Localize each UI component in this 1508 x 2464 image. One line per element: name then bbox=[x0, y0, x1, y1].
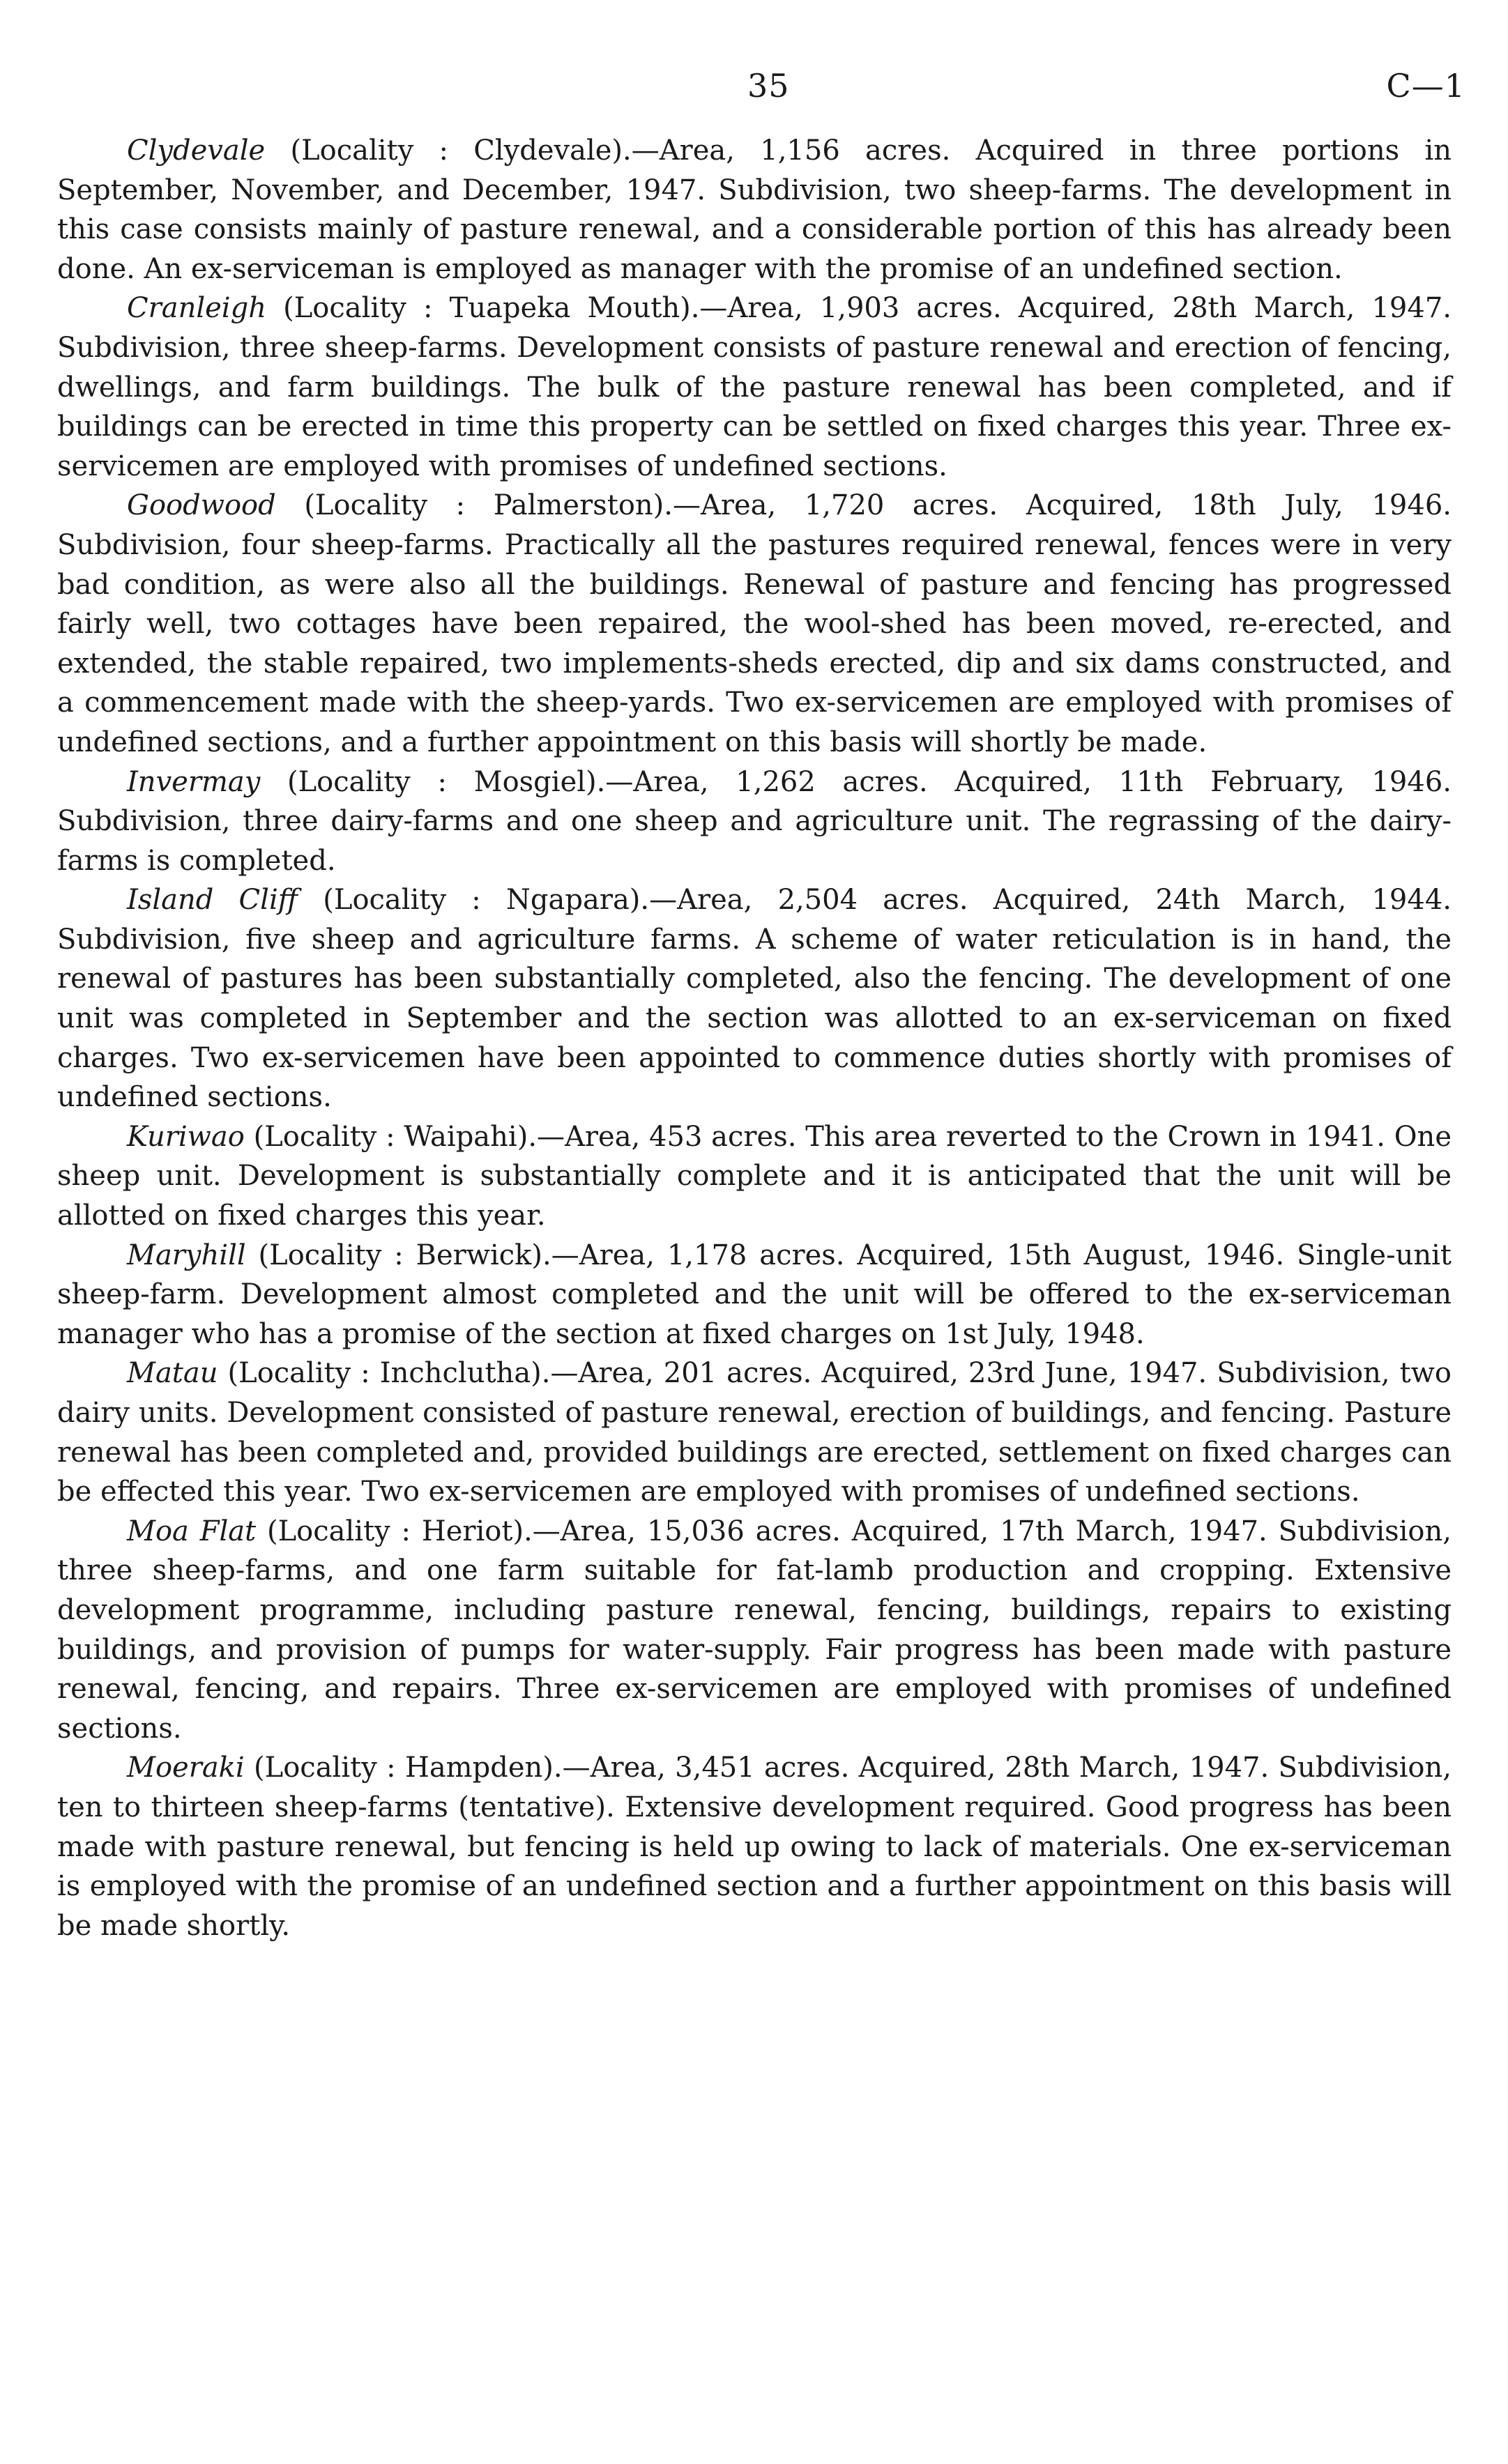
entry-text: (Locality : Heriot).—Area, 15,036 acres. Acquired, 17th March, 1947. Subdivision, three sheep-farms, and one farm suitable for fat-lamb production and cropping. Extensive development programme, including pasture renewal, fencing, buildings, repairs to existing buildings, and provision of pumps for water-supply. Fair progress has been made with pasture renewal, fencing, and repairs. Three ex-servicemen are employed with promises of undefined sections. bbox=[57, 1515, 1452, 1745]
entry-text: (Locality : Tuapeka Mouth).—Area, 1,903 acres. Acquired, 28th March, 1947. Subdivision, three sheep-farms. Development consists of pasture renewal and erection of fencing, dwellings, and farm buildings. The bulk of the pasture renewal has been completed, and if buildings can be erected in time this property can be settled on fixed charges this year. Three ex-servicemen are employed with promises of undefined sections. bbox=[57, 292, 1452, 482]
entry-name: Goodwood bbox=[127, 489, 276, 522]
entry-invermay bbox=[57, 763, 1452, 881]
entries-list bbox=[57, 131, 1452, 1945]
entry-text: (Locality : Waipahi).—Area, 453 acres. This area reverted to the Crown in 1941. One sheep unit. Development is substantially complete and it is anticipated that the unit will be allotted on fixed charges this year. bbox=[57, 1120, 1452, 1232]
entry-name: Invermay bbox=[127, 765, 261, 798]
entry-island-cliff bbox=[57, 880, 1452, 1117]
entry-name: Moa Flat bbox=[127, 1515, 257, 1547]
entry-text: (Locality : Ngapara).—Area, 2,504 acres. Acquired, 24th March, 1944. Subdivision, five sheep and agriculture farms. A scheme of water reticulation is in hand, the renewal of pastures has been substantially completed, also the fencing. The development of one unit was completed in September and the section was allotted to an ex-serviceman on fixed charges. Two ex-servicemen have been appointed to commence duties shortly with promises of undefined sections. bbox=[57, 884, 1452, 1114]
entry-moeraki bbox=[57, 1748, 1452, 1945]
entry-cranleigh bbox=[57, 289, 1452, 486]
entry-text: (Locality : Palmerston).—Area, 1,720 acres. Acquired, 18th July, 1946. Subdivision, four sheep-farms. Practically all the pastures required renewal, fences were in very bad condition, as were also all the buildings. Renewal of pasture and fencing has progressed fairly well, two cottages have been repaired, the wool-shed has been moved, re-erected, and extended, the stable repaired, two implements-sheds erected, dip and six dams constructed, and a commencement made with the sheep-yards. Two ex-servicemen are employed with promises of undefined sections, and a further appointment on this basis will shortly be made. bbox=[57, 489, 1452, 758]
document-page bbox=[57, 67, 1465, 1945]
page-number: 35 bbox=[747, 67, 790, 105]
entry-name: Moeraki bbox=[127, 1752, 245, 1784]
entry-text: (Locality : Berwick).—Area, 1,178 acres. Acquired, 15th August, 1946. Single-unit sheep-farm. Development almost completed and the unit will be offered to the ex-serviceman manager who has a promise of the section at fixed charges on 1st July, 1948. bbox=[57, 1239, 1452, 1350]
entry-name: Kuriwao bbox=[127, 1120, 245, 1153]
page-code: C—1 bbox=[1386, 67, 1465, 105]
entry-moa-flat bbox=[57, 1512, 1452, 1749]
entry-name: Maryhill bbox=[127, 1239, 246, 1271]
entry-text: (Locality : Hampden).—Area, 3,451 acres. Acquired, 28th March, 1947. Subdivision, ten to thirteen sheep-farms (tentative). Extensive development required. Good progress has been made with pasture renewal, but fencing is held up owing to lack of materials. One ex-serviceman is employed with the promise of an undefined section and a further appointment on this basis will be made shortly. bbox=[57, 1752, 1452, 1942]
entry-text: (Locality : Clydevale).—Area, 1,156 acres. Acquired in three portions in September, November, and December, 1947. Subdivision, two sheep-farms. The development in this case consists mainly of pasture renewal, and a considerable portion of this has already been done. An ex-serviceman is employed as manager with the promise of an undefined section. bbox=[57, 135, 1452, 285]
entry-name: Clydevale bbox=[127, 135, 266, 167]
entry-kuriwao bbox=[57, 1117, 1452, 1236]
entry-matau bbox=[57, 1354, 1452, 1511]
entry-text: (Locality : Inchclutha).—Area, 201 acres. Acquired, 23rd June, 1947. Subdivision, two dairy units. Development consisted of pasture renewal, erection of buildings, and fencing. Pasture renewal has been completed and, provided buildings are erected, settlement on fixed charges can be effected this year. Two ex-servicemen are employed with promises of undefined sections. bbox=[57, 1357, 1452, 1508]
entry-clydevale bbox=[57, 131, 1452, 289]
entry-maryhill bbox=[57, 1236, 1452, 1354]
entry-goodwood bbox=[57, 486, 1452, 762]
entry-text: (Locality : Mosgiel).—Area, 1,262 acres. Acquired, 11th February, 1946. Subdivision, three dairy-farms and one sheep and agriculture unit. The regrassing of the dairy-farms is completed. bbox=[57, 765, 1452, 877]
entry-name: Cranleigh bbox=[127, 292, 266, 325]
entry-name: Island Cliff bbox=[127, 884, 298, 917]
page-header bbox=[57, 67, 1465, 131]
entry-name: Matau bbox=[127, 1357, 218, 1390]
